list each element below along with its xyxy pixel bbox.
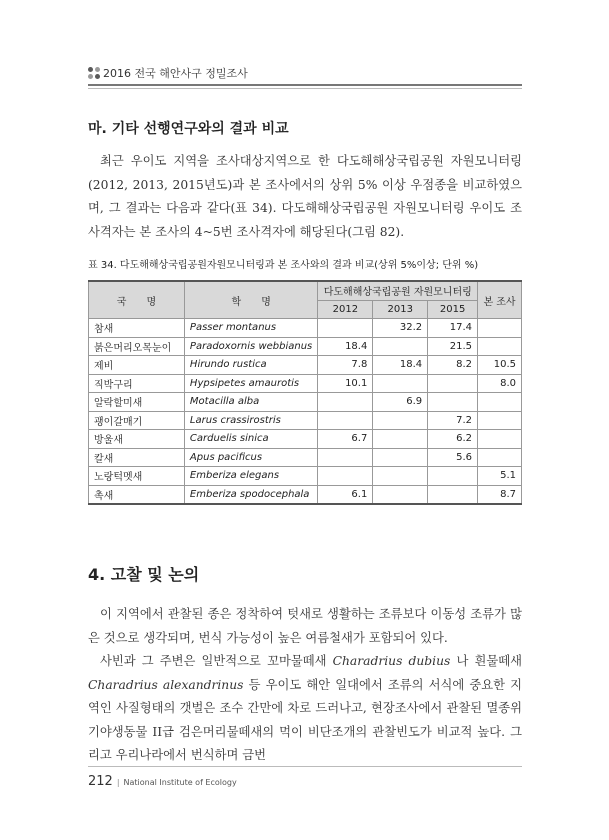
cell-scientific-name: Paradoxornis webbianus — [184, 337, 318, 356]
cell-korean-name: 직박구리 — [89, 374, 185, 393]
section-heading: 4. 고찰 및 논의 — [88, 565, 200, 584]
cell-korean-name: 방울새 — [89, 430, 185, 449]
cell-2012 — [318, 319, 373, 338]
header-dots-icon — [88, 67, 100, 79]
cell-2013 — [373, 430, 428, 449]
cell-2013 — [373, 485, 428, 504]
cell-2013: 18.4 — [373, 356, 428, 375]
cell-scientific-name: Motacilla alba — [184, 393, 318, 412]
header-year-2012: 2012 — [318, 300, 373, 319]
header-this-study: 본 조사 — [478, 281, 522, 319]
cell-korean-name: 알락할미새 — [89, 393, 185, 412]
table-row — [89, 374, 522, 393]
cell-scientific-name: Apus pacificus — [184, 448, 318, 467]
p3-text-3: 등 우이도 해안 일대에서 조류의 서식에 중요한 지역인 사질형태의 갯벌은 조수 간만에 차로 드러나고, 현장조사에서 관찰된 멸종위기야생동물 II급 검은머리물떼새의 먹이 비단조개의 관찰빈도가 비교적 높다. 그리고 우리나라에서 번식하며 금번 — [88, 677, 522, 762]
table-row — [89, 319, 522, 338]
header-monitoring: 다도해해상국립공원 자원모니터링 — [318, 281, 478, 300]
cell-2015: 8.2 — [428, 356, 478, 375]
cell-2012: 7.8 — [318, 356, 373, 375]
discussion-paragraph-2 — [88, 650, 522, 768]
cell-this-study: 10.5 — [478, 356, 522, 375]
cell-2015: 6.2 — [428, 430, 478, 449]
cell-2012 — [318, 448, 373, 467]
cell-2013 — [373, 374, 428, 393]
table-caption: 표 34. 다도해해상국립공원자원모니터링과 본 조사와의 결과 비교(상위 5%이상; 단위 %) — [88, 260, 479, 271]
page-footer — [88, 774, 237, 789]
header-year-2015: 2015 — [428, 300, 478, 319]
footer-rule — [88, 766, 522, 767]
cell-scientific-name: Hypsipetes amaurotis — [184, 374, 318, 393]
cell-scientific-name: Passer montanus — [184, 319, 318, 338]
cell-scientific-name: Emberiza elegans — [184, 467, 318, 486]
cell-2013: 32.2 — [373, 319, 428, 338]
header-rule — [88, 84, 522, 86]
cell-2013: 6.9 — [373, 393, 428, 412]
cell-this-study: 8.0 — [478, 374, 522, 393]
cell-2013 — [373, 467, 428, 486]
p3-text-2: 나 흰물떼새 — [450, 654, 522, 668]
header-dot — [95, 74, 100, 79]
cell-2012 — [318, 393, 373, 412]
p3-scientific-name-1: Charadrius dubius — [332, 654, 451, 668]
cell-this-study — [478, 393, 522, 412]
comparison-table — [88, 280, 522, 505]
cell-2012: 6.1 — [318, 485, 373, 504]
table-row — [89, 430, 522, 449]
cell-this-study — [478, 448, 522, 467]
cell-korean-name: 참새 — [89, 319, 185, 338]
cell-2015 — [428, 485, 478, 504]
header-scientific-name: 학 명 — [184, 281, 318, 319]
cell-2015: 5.6 — [428, 448, 478, 467]
cell-2015 — [428, 467, 478, 486]
header-title: 2016 전국 해안사구 정밀조사 — [103, 67, 248, 80]
cell-2015: 21.5 — [428, 337, 478, 356]
cell-2012: 10.1 — [318, 374, 373, 393]
cell-2012 — [318, 411, 373, 430]
cell-2013 — [373, 411, 428, 430]
cell-2015 — [428, 374, 478, 393]
cell-2015: 7.2 — [428, 411, 478, 430]
header-dot — [95, 67, 100, 72]
discussion-paragraph-1: 이 지역에서 관찰된 종은 정착하여 텃새로 생활하는 조류보다 이동성 조류가 많은 것으로 생각되며, 번식 가능성이 높은 여름철새가 포함되어 있다. — [88, 607, 522, 645]
cell-2013 — [373, 448, 428, 467]
cell-scientific-name: Carduelis sinica — [184, 430, 318, 449]
header-dot — [88, 74, 93, 79]
header-year-2013: 2013 — [373, 300, 428, 319]
footer-separator: | — [116, 778, 120, 787]
table-row — [89, 356, 522, 375]
cell-this-study — [478, 319, 522, 338]
p3-text-1: 사빈과 그 주변은 일반적으로 꼬마물떼새 — [100, 654, 333, 668]
cell-2012: 18.4 — [318, 337, 373, 356]
cell-2015 — [428, 393, 478, 412]
cell-korean-name: 붉은머리오목눈이 — [89, 337, 185, 356]
cell-this-study — [478, 411, 522, 430]
table-row — [89, 467, 522, 486]
footer-institute: National Institute of Ecology — [123, 778, 237, 787]
cell-korean-name: 제비 — [89, 356, 185, 375]
cell-korean-name: 괭이갈매기 — [89, 411, 185, 430]
table-row — [89, 337, 522, 356]
cell-korean-name: 촉새 — [89, 485, 185, 504]
cell-this-study: 5.1 — [478, 467, 522, 486]
table-row — [89, 393, 522, 412]
cell-2013 — [373, 337, 428, 356]
cell-scientific-name: Larus crassirostris — [184, 411, 318, 430]
subsection-heading: 마. 기타 선행연구와의 결과 비교 — [88, 121, 289, 137]
table-row — [89, 448, 522, 467]
cell-korean-name: 노랑턱멧새 — [89, 467, 185, 486]
cell-this-study — [478, 430, 522, 449]
page-number: 212 — [88, 774, 113, 789]
header-dot — [88, 67, 93, 72]
cell-this-study — [478, 337, 522, 356]
p3-scientific-name-2: Charadrius alexandrinus — [88, 677, 244, 692]
cell-2015: 17.4 — [428, 319, 478, 338]
cell-scientific-name: Emberiza spodocephala — [184, 485, 318, 504]
table-body — [89, 319, 522, 505]
table-row — [89, 411, 522, 430]
cell-2012: 6.7 — [318, 430, 373, 449]
header-korean-name: 국 명 — [89, 281, 185, 319]
cell-korean-name: 칼새 — [89, 448, 185, 467]
cell-this-study: 8.7 — [478, 485, 522, 504]
cell-2012 — [318, 467, 373, 486]
running-header — [88, 62, 522, 84]
cell-scientific-name: Hirundo rustica — [184, 356, 318, 375]
intro-paragraph: 최근 우이도 지역을 조사대상지역으로 한 다도해해상국립공원 자원모니터링(2012, 2013, 2015년도)과 본 조사에서의 상위 5% 이상 우점종을 비교하였으며, 그 결과는 다음과 같다(표 34). 다도해해상국립공원 자원모니터링 우이도 조사격자는 본 조사의 4~5번 조사격자에 해당된다(그림 82). — [88, 154, 522, 239]
table-row — [89, 485, 522, 504]
header-rule-thin — [88, 88, 522, 89]
